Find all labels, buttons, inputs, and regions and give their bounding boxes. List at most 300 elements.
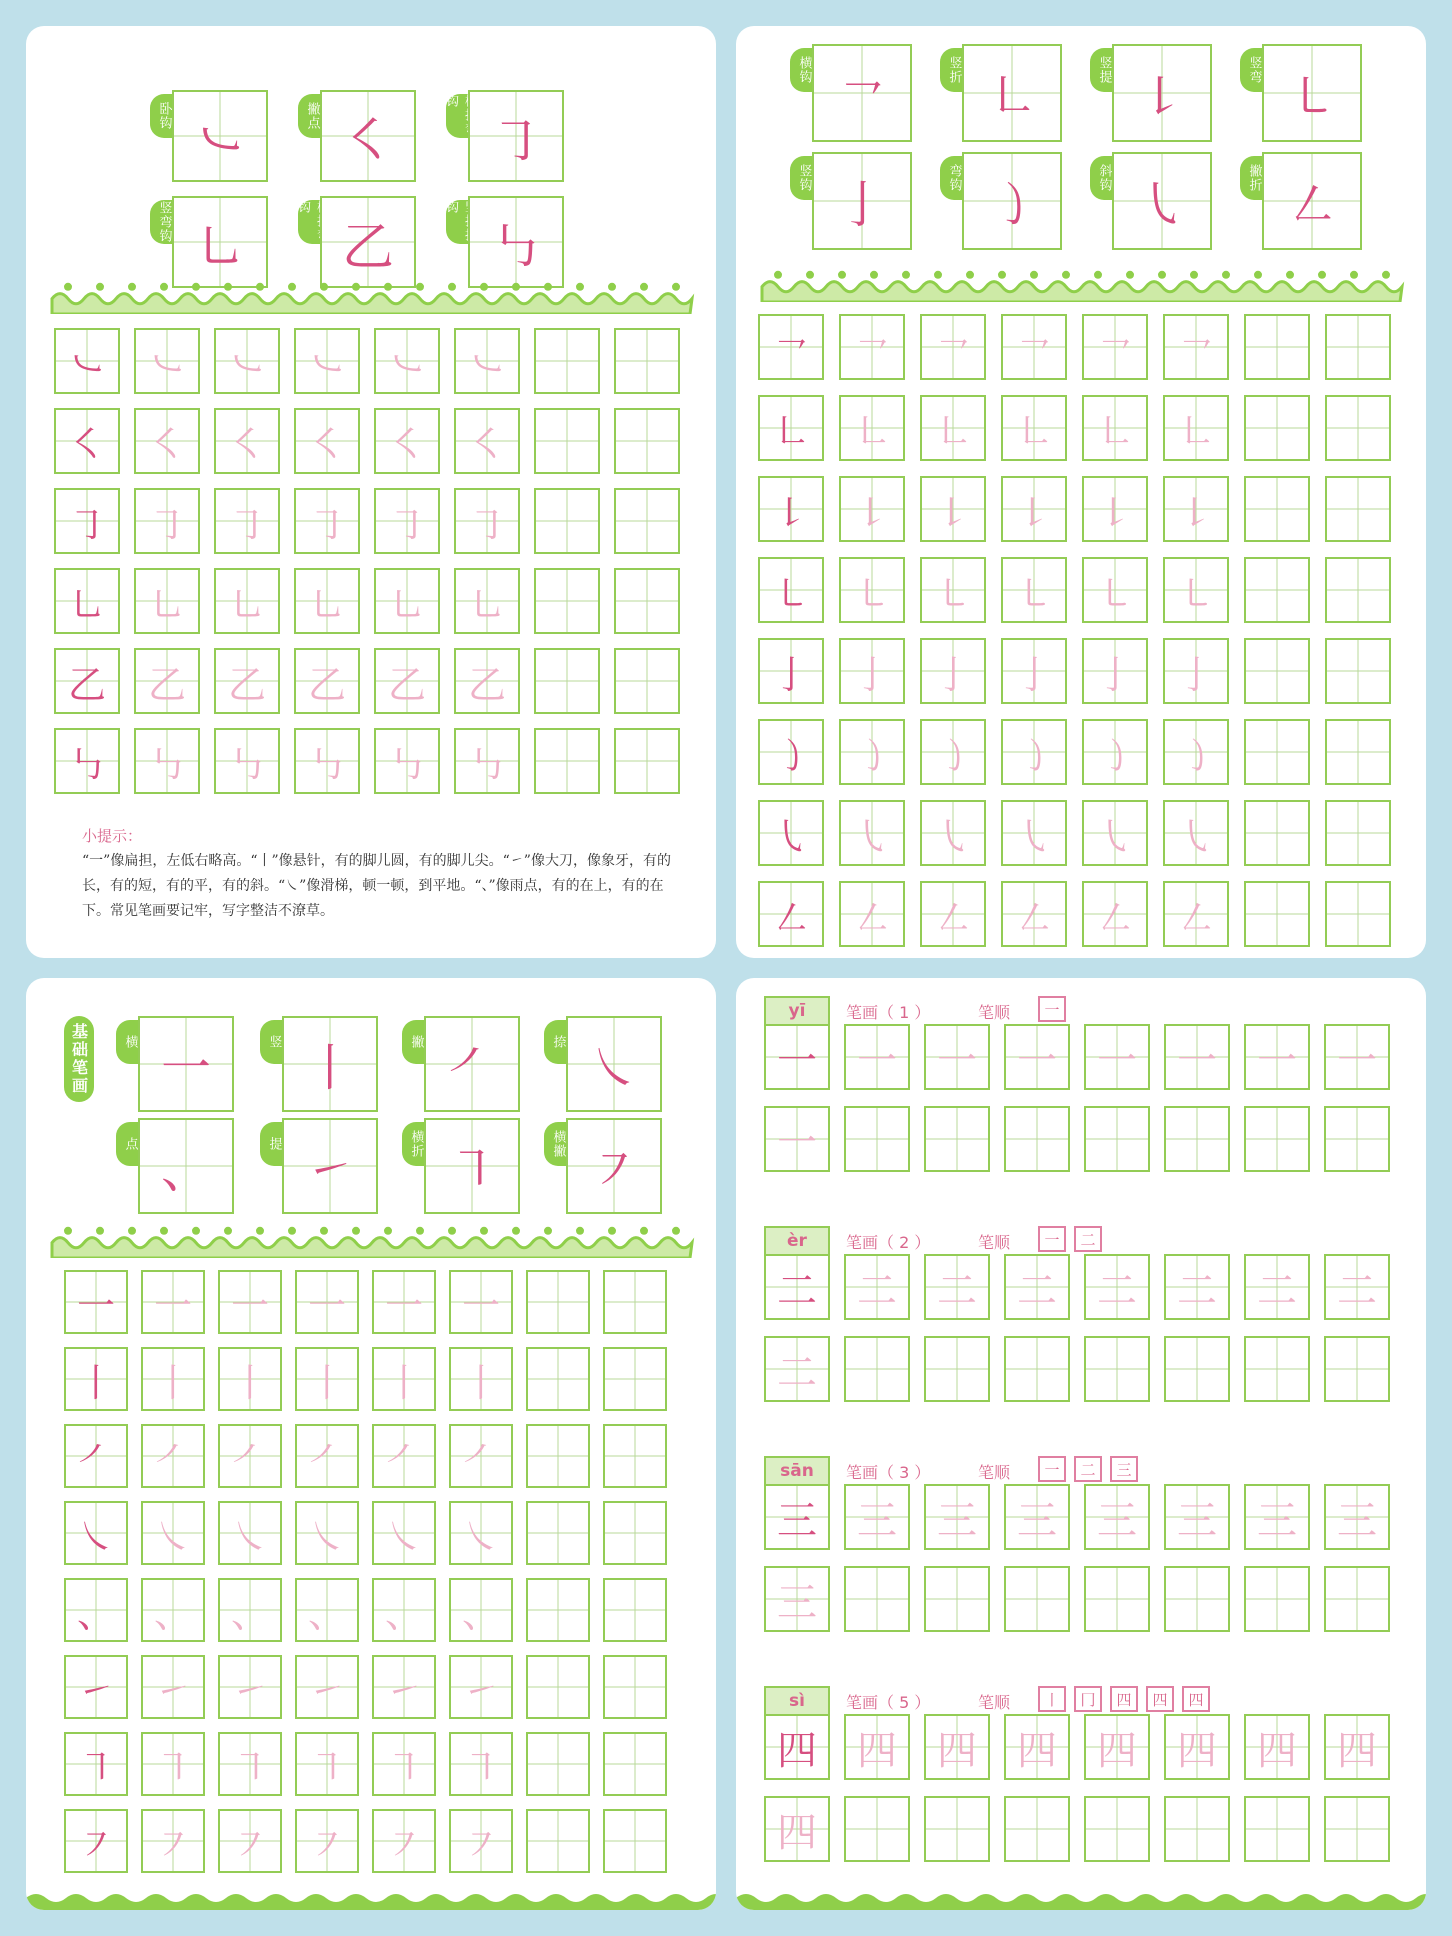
decorative-wave-border <box>736 268 1426 302</box>
example-stroke-box: ㇁ <box>962 152 1062 250</box>
bottom-wave-border <box>736 1888 1426 1910</box>
practice-cell <box>526 1578 590 1642</box>
writing-cell <box>924 1566 990 1632</box>
practice-cell: 一 <box>449 1270 513 1334</box>
writing-cell <box>844 1566 910 1632</box>
stroke-order-step: 二 <box>1074 1456 1102 1482</box>
practice-cell: ㇀ <box>141 1655 205 1719</box>
practice-cell: 一 <box>295 1270 359 1334</box>
trace-character-cell: 二 <box>1164 1254 1230 1320</box>
practice-cell: ㇒ <box>449 1424 513 1488</box>
practice-cell: ㇒ <box>295 1424 359 1488</box>
practice-cell: ㇀ <box>218 1655 282 1719</box>
practice-cell: ㇛ <box>294 408 360 474</box>
practice-cell <box>603 1655 667 1719</box>
bracket-open: （ <box>878 1003 900 1022</box>
example-stroke-box: 、 <box>138 1118 234 1214</box>
practice-cell <box>534 728 600 794</box>
practice-cell: ㇖ <box>839 314 905 380</box>
practice-cell <box>614 568 680 634</box>
trace-character-cell: 三 <box>924 1484 990 1550</box>
stroke-count-value: 2 <box>899 1233 910 1252</box>
decorative-wave-border <box>26 1224 716 1258</box>
model-stroke-cell: 丨 <box>64 1347 128 1411</box>
practice-cell: ㇟ <box>134 568 200 634</box>
practice-cell <box>614 328 680 394</box>
stroke-name-tag: 钩 <box>446 94 474 138</box>
trace-character-cell: 三 <box>1084 1484 1150 1550</box>
model-stroke-cell: ㇃ <box>54 328 120 394</box>
model-stroke-cell: ㇀ <box>64 1655 128 1719</box>
practice-cell <box>603 1501 667 1565</box>
practice-cell <box>526 1809 590 1873</box>
practice-cell <box>603 1732 667 1796</box>
trace-character-cell: 一 <box>1164 1024 1230 1090</box>
pinyin-label: sān <box>764 1456 830 1484</box>
stroke-count-line <box>846 1690 930 1713</box>
writing-cell <box>1324 1796 1390 1862</box>
practice-cell <box>603 1578 667 1642</box>
trace-character-cell: 一 <box>1244 1024 1310 1090</box>
example-stroke-box: ㇆ <box>468 90 564 182</box>
practice-cell: ㇗ <box>839 395 905 461</box>
stroke-count-label: 笔画 <box>846 1003 879 1022</box>
writing-cell <box>924 1336 990 1402</box>
example-stroke-box: ㇃ <box>172 90 268 182</box>
tip-box <box>82 824 682 924</box>
practice-cell: ㇛ <box>374 408 440 474</box>
writing-cell <box>844 1336 910 1402</box>
practice-cell: ㇄ <box>839 557 905 623</box>
example-stroke-box: ㇒ <box>424 1016 520 1112</box>
stroke-count-value: 1 <box>899 1003 910 1022</box>
practice-cell <box>526 1424 590 1488</box>
model-stroke-cell: ㇟ <box>54 568 120 634</box>
trace-character-cell: 三 <box>1324 1484 1390 1550</box>
model-stroke-cell: 乙 <box>54 648 120 714</box>
example-stroke-box: ㇜ <box>1262 152 1362 250</box>
stroke-name-tag: 撇折 <box>1240 156 1268 200</box>
example-stroke-box: ㇛ <box>320 90 416 182</box>
pinyin-label: sì <box>764 1686 830 1714</box>
bracket-close: ） <box>909 1463 931 1482</box>
practice-cell: ㇕ <box>295 1732 359 1796</box>
example-stroke-box: ㇀ <box>282 1118 378 1214</box>
trace-character-cell: 二 <box>844 1254 910 1320</box>
practice-cell <box>526 1655 590 1719</box>
model-stroke-cell: ㇏ <box>64 1501 128 1565</box>
practice-cell: ㇀ <box>295 1655 359 1719</box>
practice-cell: ㇆ <box>294 488 360 554</box>
model-character-cell: 四 <box>764 1714 830 1780</box>
pinyin-label: èr <box>764 1226 830 1254</box>
writing-cell <box>1084 1566 1150 1632</box>
writing-cell <box>1244 1106 1310 1172</box>
practice-cell <box>603 1424 667 1488</box>
example-stroke-box: ㇖ <box>812 44 912 142</box>
practice-cell: ㇒ <box>141 1424 205 1488</box>
practice-cell <box>1244 881 1310 947</box>
bracket-close: ） <box>909 1233 931 1252</box>
practice-cell: ㇇ <box>449 1809 513 1873</box>
practice-cell: ㇟ <box>454 568 520 634</box>
practice-cell <box>1244 719 1310 785</box>
writing-cell <box>1164 1796 1230 1862</box>
practice-cell: ㇉ <box>134 728 200 794</box>
model-character-cell: 三 <box>764 1484 830 1550</box>
model-stroke-cell: ㇆ <box>54 488 120 554</box>
model-character-cell: 二 <box>764 1254 830 1320</box>
example-stroke-box: ㇟ <box>172 196 268 288</box>
example-stroke-box: 乙 <box>320 196 416 288</box>
practice-cell: ㇆ <box>374 488 440 554</box>
practice-cell <box>603 1270 667 1334</box>
practice-cell: ㇇ <box>141 1809 205 1873</box>
practice-cell: 乙 <box>454 648 520 714</box>
stroke-order-step: 一 <box>1038 996 1066 1022</box>
practice-cell: 一 <box>372 1270 436 1334</box>
trace-character-cell: 三 <box>1004 1484 1070 1550</box>
trace-character-cell: 二 <box>764 1336 830 1402</box>
practice-cell: 、 <box>449 1578 513 1642</box>
stroke-order-label: 笔顺 <box>978 1003 1011 1022</box>
practice-cell: ㇁ <box>839 719 905 785</box>
stroke-count-line <box>846 1230 930 1253</box>
writing-cell <box>1084 1336 1150 1402</box>
practice-cell: ㇏ <box>141 1501 205 1565</box>
bracket-close: ） <box>909 1693 931 1712</box>
practice-cell: 乙 <box>214 648 280 714</box>
example-stroke-box: ㇇ <box>566 1118 662 1214</box>
practice-cell: 亅 <box>1163 638 1229 704</box>
example-stroke-box: ㇙ <box>1112 44 1212 142</box>
stroke-order-step: 丨 <box>1038 1686 1066 1712</box>
practice-cell: ㇜ <box>920 881 986 947</box>
practice-cell <box>1325 881 1391 947</box>
writing-cell <box>1324 1336 1390 1402</box>
stroke-order-label: 笔顺 <box>978 1693 1011 1712</box>
stroke-count-line <box>846 1460 930 1483</box>
practice-cell: ㇕ <box>218 1732 282 1796</box>
writing-cell <box>844 1106 910 1172</box>
practice-cell: ㇏ <box>295 1501 359 1565</box>
basic-strokes-section-tag: 基础笔画 <box>64 1016 94 1102</box>
practice-cell: 、 <box>218 1578 282 1642</box>
practice-cell: ㇄ <box>920 557 986 623</box>
practice-cell: ㇇ <box>372 1809 436 1873</box>
practice-cell: ㇂ <box>1001 800 1067 866</box>
practice-cell <box>614 728 680 794</box>
practice-cell <box>526 1347 590 1411</box>
writing-cell <box>1324 1566 1390 1632</box>
stroke-count-label: 笔画 <box>846 1693 879 1712</box>
practice-cell <box>1325 800 1391 866</box>
writing-cell <box>1324 1106 1390 1172</box>
model-stroke-cell: ㇉ <box>54 728 120 794</box>
writing-cell <box>1244 1566 1310 1632</box>
practice-cell: ㇁ <box>920 719 986 785</box>
practice-cell: ㇙ <box>1001 476 1067 542</box>
trace-character-cell: 三 <box>1244 1484 1310 1550</box>
example-stroke-box: ㇉ <box>468 196 564 288</box>
practice-cell: ㇜ <box>1163 881 1229 947</box>
stroke-name-tag: 竖 <box>260 1020 288 1064</box>
practice-cell: ㇃ <box>454 328 520 394</box>
practice-cell: ㇃ <box>134 328 200 394</box>
practice-cell: ㇙ <box>920 476 986 542</box>
model-stroke-cell: ㇙ <box>758 476 824 542</box>
stroke-order-step: 一 <box>1038 1226 1066 1252</box>
trace-character-cell: 一 <box>1004 1024 1070 1090</box>
stroke-order-step: 三 <box>1110 1456 1138 1482</box>
practice-cell: 一 <box>141 1270 205 1334</box>
stroke-name-tag: 竖提 <box>1090 48 1118 92</box>
practice-page-basic-strokes <box>26 978 716 1910</box>
practice-cell: ㇁ <box>1001 719 1067 785</box>
model-stroke-cell: ㇇ <box>64 1809 128 1873</box>
writing-cell <box>924 1106 990 1172</box>
practice-cell <box>603 1809 667 1873</box>
stroke-name-tag: 横 <box>116 1020 144 1064</box>
model-character-cell: 一 <box>764 1024 830 1090</box>
bracket-open: （ <box>878 1233 900 1252</box>
practice-page-hook-strokes <box>736 26 1426 958</box>
stroke-order-label: 笔顺 <box>978 1233 1011 1252</box>
practice-cell: ㇉ <box>294 728 360 794</box>
practice-cell: 丨 <box>449 1347 513 1411</box>
trace-character-cell: 二 <box>1084 1254 1150 1320</box>
practice-cell: 丨 <box>295 1347 359 1411</box>
stroke-order-step: 冂 <box>1074 1686 1102 1712</box>
stroke-name-tag: 竖钩 <box>790 156 818 200</box>
practice-cell <box>614 648 680 714</box>
example-stroke-box: ㇏ <box>566 1016 662 1112</box>
practice-cell <box>534 648 600 714</box>
practice-cell: ㇄ <box>1163 557 1229 623</box>
practice-cell: ㇂ <box>839 800 905 866</box>
practice-cell: 丨 <box>372 1347 436 1411</box>
practice-cell <box>1244 314 1310 380</box>
model-stroke-cell: ㇂ <box>758 800 824 866</box>
stroke-name-tag: 提 <box>260 1122 288 1166</box>
practice-cell: 丨 <box>218 1347 282 1411</box>
practice-page-complex-strokes <box>26 26 716 958</box>
practice-cell <box>534 328 600 394</box>
tip-text: “一”像扁担，左低右略高。“丨”像悬针，有的脚儿圆，有的脚儿尖。“㇀”像大刀，像象牙，有的长，有的短，有的平，有的斜。“㇏”像滑梯，顿一顿，到平地。“、”像雨点，有的在上，有的在下。常见笔画要记牢，写字整洁不潦草。 <box>82 853 671 919</box>
practice-cell <box>1325 395 1391 461</box>
model-stroke-cell: 一 <box>64 1270 128 1334</box>
practice-cell: ㇏ <box>372 1501 436 1565</box>
practice-cell: ㇗ <box>920 395 986 461</box>
practice-cell <box>534 408 600 474</box>
stroke-count-value: 5 <box>899 1693 910 1712</box>
trace-character-cell: 二 <box>1244 1254 1310 1320</box>
writing-cell <box>1244 1336 1310 1402</box>
practice-cell: 、 <box>372 1578 436 1642</box>
trace-character-cell: 四 <box>1084 1714 1150 1780</box>
writing-cell <box>1084 1106 1150 1172</box>
trace-character-cell: 四 <box>924 1714 990 1780</box>
trace-character-cell: 一 <box>1084 1024 1150 1090</box>
trace-character-cell: 四 <box>844 1714 910 1780</box>
writing-cell <box>1164 1336 1230 1402</box>
practice-cell: ㇕ <box>372 1732 436 1796</box>
stroke-name-tag: 横钩 <box>790 48 818 92</box>
trace-character-cell: 三 <box>1164 1484 1230 1550</box>
stroke-name-tag: 点 <box>116 1122 144 1166</box>
stroke-order-step: 四 <box>1146 1686 1174 1712</box>
stroke-name-tag: 捺 <box>544 1020 572 1064</box>
practice-cell: ㇃ <box>294 328 360 394</box>
practice-cell <box>1244 557 1310 623</box>
model-stroke-cell: ㇄ <box>758 557 824 623</box>
practice-cell: ㇙ <box>1082 476 1148 542</box>
practice-cell: ㇒ <box>372 1424 436 1488</box>
practice-cell: ㇂ <box>1163 800 1229 866</box>
trace-character-cell: 四 <box>764 1796 830 1862</box>
stroke-count-label: 笔画 <box>846 1463 879 1482</box>
writing-cell <box>924 1796 990 1862</box>
writing-cell <box>844 1796 910 1862</box>
practice-cell: 、 <box>295 1578 359 1642</box>
practice-cell: ㇛ <box>134 408 200 474</box>
practice-cell: ㇏ <box>218 1501 282 1565</box>
model-stroke-cell: ㇖ <box>758 314 824 380</box>
stroke-name-tag: 撇 <box>402 1020 430 1064</box>
practice-cell: ㇜ <box>1001 881 1067 947</box>
practice-cell: ㇄ <box>1001 557 1067 623</box>
example-stroke-box: 一 <box>138 1016 234 1112</box>
practice-cell: ㇉ <box>374 728 440 794</box>
writing-cell <box>1004 1796 1070 1862</box>
bottom-wave-border <box>26 1888 716 1910</box>
stroke-name-tag: 竖弯钩 <box>150 200 178 244</box>
practice-cell: ㇙ <box>1163 476 1229 542</box>
writing-cell <box>1004 1566 1070 1632</box>
model-stroke-cell: 、 <box>64 1578 128 1642</box>
practice-cell: ㇛ <box>454 408 520 474</box>
writing-cell <box>1244 1796 1310 1862</box>
trace-character-cell: 四 <box>1004 1714 1070 1780</box>
practice-cell <box>1325 719 1391 785</box>
stroke-name-tag: 撇点 <box>298 94 326 138</box>
example-stroke-box: ㇂ <box>1112 152 1212 250</box>
practice-cell: ㇀ <box>372 1655 436 1719</box>
practice-cell: ㇂ <box>1082 800 1148 866</box>
stroke-name-tag: 斜钩 <box>1090 156 1118 200</box>
practice-cell <box>1325 557 1391 623</box>
practice-cell <box>1325 314 1391 380</box>
example-stroke-box: ㇕ <box>424 1118 520 1214</box>
stroke-order-label: 笔顺 <box>978 1463 1011 1482</box>
practice-cell: ㇗ <box>1163 395 1229 461</box>
model-stroke-cell: ㇒ <box>64 1424 128 1488</box>
model-stroke-cell: ㇕ <box>64 1732 128 1796</box>
practice-cell: ㇁ <box>1082 719 1148 785</box>
stroke-count-value: 3 <box>899 1463 910 1482</box>
practice-cell: ㇟ <box>374 568 440 634</box>
practice-cell <box>614 408 680 474</box>
practice-cell: 、 <box>141 1578 205 1642</box>
practice-cell: ㇏ <box>449 1501 513 1565</box>
model-stroke-cell: 亅 <box>758 638 824 704</box>
example-stroke-box: 丨 <box>282 1016 378 1112</box>
stroke-count-label: 笔画 <box>846 1233 879 1252</box>
practice-cell: 乙 <box>294 648 360 714</box>
model-stroke-cell: ㇛ <box>54 408 120 474</box>
practice-cell: ㇟ <box>214 568 280 634</box>
practice-cell: ㇃ <box>214 328 280 394</box>
practice-cell: ㇕ <box>449 1732 513 1796</box>
trace-character-cell: 四 <box>1164 1714 1230 1780</box>
practice-cell: ㇉ <box>214 728 280 794</box>
model-stroke-cell: ㇗ <box>758 395 824 461</box>
practice-cell: ㇜ <box>1082 881 1148 947</box>
stroke-count-line <box>846 1000 930 1023</box>
tip-title: 小提示： <box>82 827 143 845</box>
stroke-order-step: 四 <box>1110 1686 1138 1712</box>
trace-character-cell: 四 <box>1244 1714 1310 1780</box>
practice-cell: ㇖ <box>1001 314 1067 380</box>
bracket-close: ） <box>909 1003 931 1022</box>
practice-cell: ㇖ <box>920 314 986 380</box>
trace-character-cell: 一 <box>924 1024 990 1090</box>
stroke-order-step: 一 <box>1038 1456 1066 1482</box>
writing-cell <box>1004 1336 1070 1402</box>
practice-cell <box>603 1347 667 1411</box>
practice-cell: ㇒ <box>218 1424 282 1488</box>
practice-cell: ㇖ <box>1163 314 1229 380</box>
practice-cell: ㇟ <box>294 568 360 634</box>
pinyin-label: yī <box>764 996 830 1024</box>
trace-character-cell: 一 <box>844 1024 910 1090</box>
practice-cell <box>1244 638 1310 704</box>
trace-character-cell: 二 <box>924 1254 990 1320</box>
practice-cell <box>1244 800 1310 866</box>
writing-cell <box>1164 1566 1230 1632</box>
practice-cell: 丨 <box>141 1347 205 1411</box>
writing-cell <box>1084 1796 1150 1862</box>
trace-character-cell: 一 <box>1324 1024 1390 1090</box>
practice-cell <box>526 1270 590 1334</box>
example-stroke-box: ㇗ <box>962 44 1062 142</box>
stroke-name-tag: 钩 <box>298 200 326 244</box>
stroke-name-tag: 竖折 <box>940 48 968 92</box>
practice-cell: 乙 <box>134 648 200 714</box>
writing-cell <box>1004 1106 1070 1172</box>
practice-cell: ㇗ <box>1082 395 1148 461</box>
practice-cell <box>1244 395 1310 461</box>
practice-cell: ㇄ <box>1082 557 1148 623</box>
practice-cell: ㇕ <box>141 1732 205 1796</box>
practice-cell: ㇆ <box>134 488 200 554</box>
trace-character-cell: 四 <box>1324 1714 1390 1780</box>
example-stroke-box: ㇄ <box>1262 44 1362 142</box>
writing-cell <box>1164 1106 1230 1172</box>
stroke-name-tag: 卧钩 <box>150 94 178 138</box>
bracket-open: （ <box>878 1693 900 1712</box>
practice-cell: ㇆ <box>454 488 520 554</box>
practice-cell: 一 <box>218 1270 282 1334</box>
model-stroke-cell: ㇜ <box>758 881 824 947</box>
trace-character-cell: 三 <box>844 1484 910 1550</box>
practice-cell: 亅 <box>1082 638 1148 704</box>
practice-cell: ㇆ <box>214 488 280 554</box>
stroke-name-tag: 弯钩 <box>940 156 968 200</box>
practice-cell: ㇙ <box>839 476 905 542</box>
practice-cell: 亅 <box>1001 638 1067 704</box>
stroke-order-step: 四 <box>1182 1686 1210 1712</box>
